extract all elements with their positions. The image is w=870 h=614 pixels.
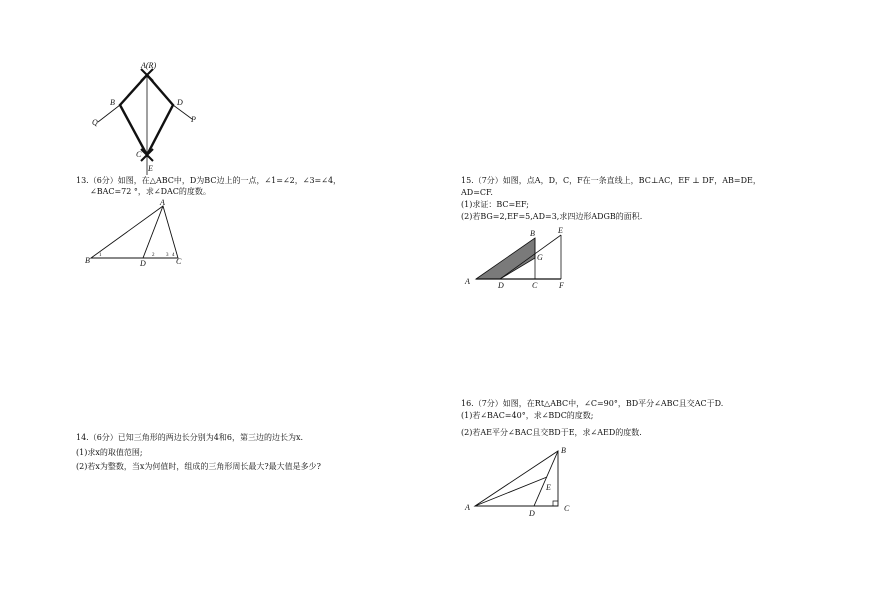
q14-line3: (2)若x为整数，当x为何值时，组成的三角形周长最大?最大值是多少? — [76, 462, 321, 471]
label-c: C — [136, 150, 142, 159]
label-e: E — [148, 164, 153, 173]
angle-4: 4 — [172, 253, 175, 258]
figure-15-triangles — [460, 222, 580, 297]
q13-line2: ∠BAC=72 °，求∠DAC的度数。 — [90, 187, 211, 196]
q15-line1: 15.（7分）如图，点A，D，C，F在一条直线上，BC⊥AC，EF ⊥ DF，AB=DE， — [461, 176, 761, 185]
q16-line3: (2)若AE平分∠BAC且交BD于E，求∠AED的度数. — [461, 428, 642, 437]
angle-1: 1 — [99, 253, 102, 258]
label-a: A — [465, 503, 470, 512]
label-d: D — [177, 98, 183, 107]
label-b: B — [85, 256, 90, 265]
label-c: C — [532, 281, 538, 290]
label-c: C — [564, 504, 570, 513]
label-d: D — [529, 509, 535, 518]
figure-16-right-triangle — [460, 440, 580, 520]
angle-2: 2 — [152, 253, 155, 258]
label-e: E — [546, 483, 551, 492]
q16-line2: (1)若∠BAC=40°，求∠BDC的度数; — [461, 411, 594, 420]
q15-line3: (1)求证：BC=EF; — [461, 200, 529, 209]
label-a: A — [160, 198, 165, 207]
figure-12-kite — [85, 55, 215, 185]
label-e: E — [558, 226, 563, 235]
label-b: B — [561, 446, 566, 455]
figure-13-triangle — [80, 198, 190, 273]
q16-line1: 16.（7分）如图，在Rt△ABC中，∠C=90°，BD平分∠ABC且交AC于D. — [461, 399, 724, 408]
angle-3: 3 — [166, 253, 169, 258]
q15-line2: AD=CF. — [461, 188, 493, 197]
label-d: D — [498, 281, 504, 290]
label-c: C — [176, 257, 182, 266]
q15-line4: (2)若BG=2,EF=5,AD=3,求四边形ADGB的面积. — [461, 212, 643, 221]
label-b: B — [530, 229, 535, 238]
label-g: G — [537, 253, 543, 262]
q14-line2: (1)求x的取值范围; — [76, 448, 143, 457]
label-q: Q — [92, 118, 98, 127]
label-f: F — [559, 281, 564, 290]
label-a: A(R) — [141, 61, 157, 70]
q13-line1: 13.（6分）如图，在△ABC中，D为BC边上的一点，∠1=∠2，∠3=∠4， — [76, 176, 342, 185]
label-d: D — [140, 259, 146, 268]
label-a: A — [465, 277, 470, 286]
label-b: B — [110, 98, 115, 107]
q14-line1: 14.（6分）已知三角形的两边长分别为4和6，第三边的边长为x. — [76, 433, 304, 442]
label-p: P — [191, 115, 196, 124]
